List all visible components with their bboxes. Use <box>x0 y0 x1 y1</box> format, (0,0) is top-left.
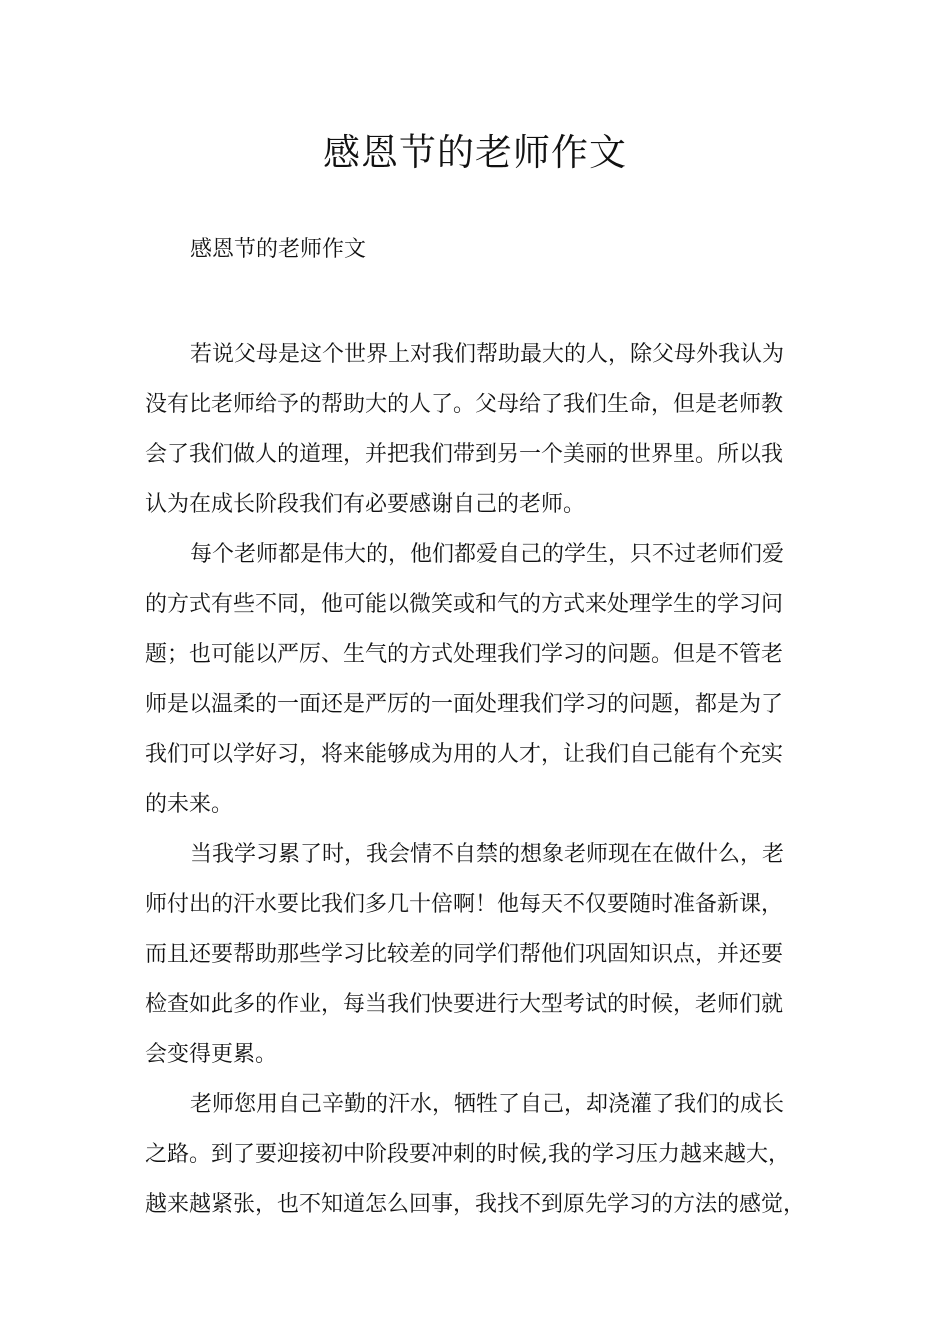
paragraph <box>145 330 810 530</box>
paragraph-line: 的未来。 <box>145 792 234 817</box>
paragraph-line: 会变得更累。 <box>145 1042 278 1067</box>
paragraph-line: 的方式有些不同，他可能以微笑或和气的方式来处理学生的学习问 <box>145 592 784 617</box>
document-title: 感恩节的老师作文 <box>323 131 627 174</box>
paragraph-line: 题；也可能以严厉、生气的方式处理我们学习的问题。但是不管老 <box>145 642 784 667</box>
paragraph-line: 当我学习累了时，我会情不自禁的想象老师现在在做什么，老 <box>190 842 785 867</box>
paragraph-line: 而且还要帮助那些学习比较差的同学们帮他们巩固知识点，并还要 <box>145 942 784 967</box>
document-subtitle: 感恩节的老师作文 <box>190 237 367 262</box>
paragraph-line: 我们可以学好习，将来能够成为用的人才，让我们自己能有个充实 <box>145 742 784 767</box>
paragraph-line: 师是以温柔的一面还是严厉的一面处理我们学习的问题，都是为了 <box>145 692 784 717</box>
paragraph-line: 若说父母是这个世界上对我们帮助最大的人，除父母外我认为 <box>190 342 785 367</box>
paragraph-line: 会了我们做人的道理，并把我们带到另一个美丽的世界里。所以我 <box>145 442 784 467</box>
paragraph <box>145 1080 810 1230</box>
paragraph-line: 之路。到了要迎接初中阶段要冲刺的时候,我的学习压力越来越大， <box>145 1142 790 1167</box>
paragraph-line: 每个老师都是伟大的，他们都爱自己的学生，只不过老师们爱 <box>190 542 785 567</box>
paragraph-line: 没有比老师给予的帮助大的人了。父母给了我们生命，但是老师教 <box>145 392 784 417</box>
paragraph-line: 越来越紧张，也不知道怎么回事，我找不到原先学习的方法的感觉， <box>145 1192 806 1217</box>
paragraph-line: 检查如此多的作业，每当我们快要进行大型考试的时候，老师们就 <box>145 992 784 1017</box>
paragraph <box>145 530 810 830</box>
paragraph <box>145 830 810 1080</box>
paragraph-line: 认为在成长阶段我们有必要感谢自己的老师。 <box>145 492 586 517</box>
paragraph-line: 老师您用自己辛勤的汗水，牺牲了自己，却浇灌了我们的成长 <box>190 1092 785 1117</box>
paragraph-line: 师付出的汗水要比我们多几十倍啊！他每天不仅要随时准备新课， <box>145 892 784 917</box>
document-body <box>145 330 810 1230</box>
